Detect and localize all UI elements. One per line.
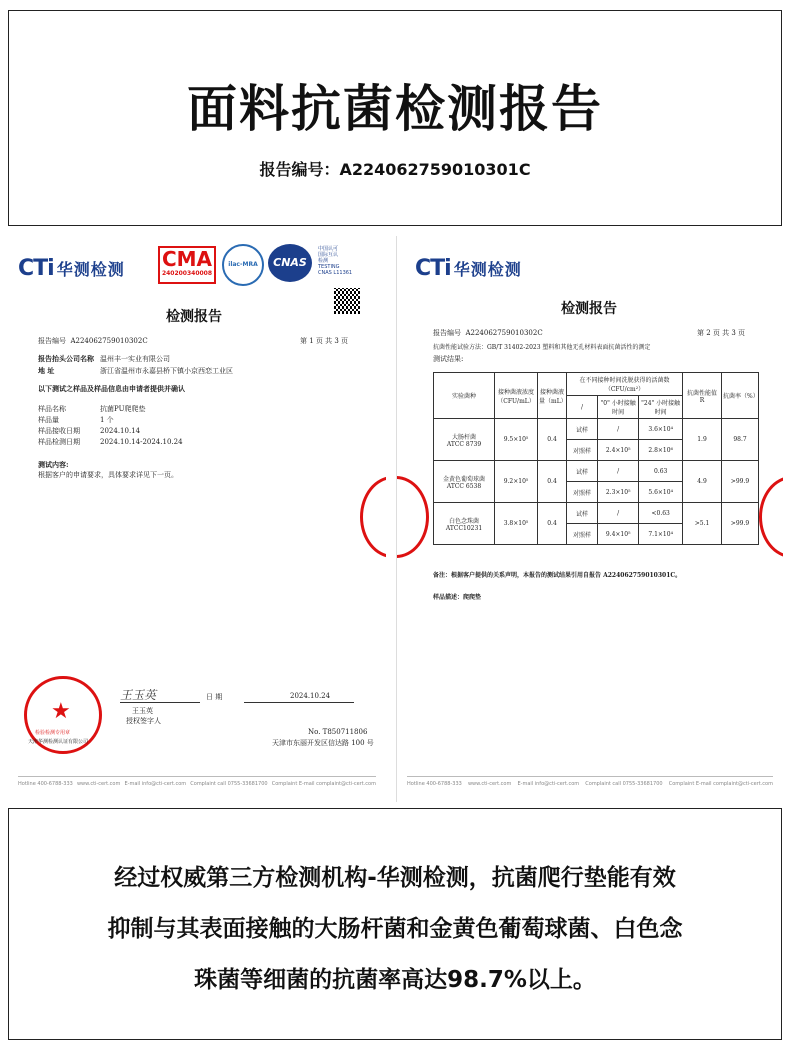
header-cell: 抗菌率（%） bbox=[722, 373, 759, 419]
sample-value: 2024.10.14-2024.10.24 bbox=[100, 438, 183, 446]
doc-footer bbox=[407, 776, 773, 787]
date-label: 日 期 bbox=[206, 693, 223, 701]
table-cell: >5.1 bbox=[683, 503, 722, 545]
sample-row bbox=[38, 404, 146, 414]
table-cell: 5.6×10⁴ bbox=[639, 482, 683, 503]
doc-footer bbox=[18, 776, 376, 787]
page-title: 面料抗菌检测报告 bbox=[187, 80, 603, 138]
sample-value: 2024.10.14 bbox=[100, 427, 141, 435]
table-cell: 试样 bbox=[567, 461, 598, 482]
header-cell: / bbox=[567, 396, 598, 419]
cert-number: No. T850711806 bbox=[308, 728, 368, 736]
strain-code: ATCC10231 bbox=[445, 524, 483, 532]
sample-row bbox=[38, 426, 140, 436]
summary-line: 珠菌等细菌的抗菌率高达98.7%以上。 bbox=[194, 967, 596, 993]
cma-number: 240200340008 bbox=[161, 270, 213, 277]
remark: 备注：根据客户提供的关系声明，本报告的测试结果引用自报告 A224062759010301C。 bbox=[433, 572, 682, 579]
date-line bbox=[244, 702, 354, 703]
company-address: 天津市东丽开发区信达路 100 号 bbox=[272, 739, 374, 747]
strain-cell bbox=[434, 461, 495, 503]
table-cell: 对照样 bbox=[567, 524, 598, 545]
table-row bbox=[434, 461, 759, 482]
table-cell: 9.4×10⁵ bbox=[598, 524, 639, 545]
report-no-value: A224062759010302C bbox=[70, 337, 148, 345]
header-cell: "24" 小时接触时间 bbox=[639, 396, 683, 419]
seam-stamp bbox=[360, 476, 386, 558]
table-cell: 试样 bbox=[567, 419, 598, 440]
table-cell: 4.9 bbox=[683, 461, 722, 503]
report-no-label: 报告编号 bbox=[38, 337, 66, 345]
signer-title: 授权签字人 bbox=[126, 717, 161, 725]
cnas-line: CNAS L11361 bbox=[318, 270, 353, 276]
table-cell: 试样 bbox=[567, 503, 598, 524]
cnas-line: 中国认可 bbox=[318, 246, 339, 252]
footer-website: www.cti-cert.com bbox=[467, 781, 512, 787]
doc-title: 检测报告 bbox=[166, 309, 222, 325]
table-cell: 0.4 bbox=[538, 503, 567, 545]
strain-name: 白色念珠菌 bbox=[448, 517, 479, 525]
table-cell: 2.4×10⁵ bbox=[598, 440, 639, 461]
content-text: 根据客户的申请要求，具体要求详见下一页。 bbox=[38, 471, 178, 479]
table-cell: / bbox=[598, 461, 639, 482]
table-header-row bbox=[434, 373, 759, 396]
seam-stamp-left bbox=[396, 476, 429, 558]
sample-value: 1 个 bbox=[100, 416, 114, 424]
client-value: 温州丰一实业有限公司 bbox=[100, 355, 170, 363]
header-section bbox=[8, 10, 782, 226]
footer-hotline: Hotline 400-6788-333 bbox=[18, 781, 73, 787]
header-cell: 接种菌液量（mL） bbox=[538, 373, 567, 419]
strain-cell bbox=[434, 503, 495, 545]
sample-description: 样品描述：爬爬垫 bbox=[433, 594, 482, 601]
cnas-line: 国际互认 bbox=[318, 252, 339, 258]
summary-text bbox=[49, 853, 741, 1006]
summary-line: 抑制与其表面接触的大肠杆菌和金黄色葡萄球菌、白色念 bbox=[107, 916, 683, 942]
footer-hotline: Hotline 400-6788-333 bbox=[407, 781, 462, 787]
sample-key: 样品接收日期 bbox=[38, 427, 80, 435]
signer-name: 王玉英 bbox=[132, 707, 153, 715]
table-row bbox=[434, 503, 759, 524]
table-row bbox=[434, 419, 759, 440]
report-page-2 bbox=[396, 236, 783, 802]
strain-cell bbox=[434, 419, 495, 461]
test-method: 抗菌性能试验方法：GB/T 31402-2023 塑料和其他无孔材料表面抗菌活性的测定 bbox=[433, 344, 651, 351]
report-no-line bbox=[433, 328, 543, 338]
sample-row bbox=[38, 415, 114, 425]
sample-key: 样品检测日期 bbox=[38, 438, 80, 446]
table-cell: 98.7 bbox=[722, 419, 759, 461]
signature: 王玉英 bbox=[120, 688, 157, 702]
table-cell: 9.2×10⁵ bbox=[495, 461, 538, 503]
strain-code: ATCC 6538 bbox=[446, 482, 482, 490]
address-value: 浙江省温州市永嘉县桥下镇小京西恋工业区 bbox=[100, 367, 233, 375]
report-no-value: A224062759010302C bbox=[465, 329, 543, 337]
report-no-line bbox=[38, 336, 148, 346]
footer-complaint-email: Complaint E-mail complaint@cti-cert.com bbox=[271, 781, 376, 787]
sample-key: 样品量 bbox=[38, 416, 59, 424]
client-row bbox=[38, 354, 170, 364]
table-cell: 2.8×10⁶ bbox=[639, 440, 683, 461]
client-label: 报告抬头公司名称 bbox=[38, 354, 94, 363]
header-cell: 实验菌种 bbox=[434, 373, 495, 419]
cnas-logo: CNAS bbox=[268, 244, 312, 282]
footer-email: E-mail info@cti-cert.com bbox=[124, 781, 187, 787]
sample-note: 以下测试之样品及样品信息由申请者提供并确认 bbox=[38, 384, 185, 393]
brand-name: 华测检测 bbox=[56, 260, 125, 279]
seam-stamp-right bbox=[759, 476, 783, 558]
page-indicator: 第 1 页 共 3 页 bbox=[300, 337, 349, 345]
footer-website: www.cti-cert.com bbox=[76, 781, 121, 787]
summary-section bbox=[8, 808, 782, 1040]
table-cell: 3.8×10⁵ bbox=[495, 503, 538, 545]
sample-key: 样品名称 bbox=[38, 405, 66, 413]
header-cell: "0" 小时接触时间 bbox=[598, 396, 639, 419]
table-cell: 0.4 bbox=[538, 419, 567, 461]
table-cell: / bbox=[598, 419, 639, 440]
table-cell: >99.9 bbox=[722, 503, 759, 545]
footer-complaint-email: Complaint E-mail complaint@cti-cert.com bbox=[668, 781, 773, 787]
result-table bbox=[433, 372, 759, 545]
header-cell: 在不同接种时间洗脱获得的活菌数（CFU/cm²） bbox=[567, 373, 683, 396]
doc-title: 检测报告 bbox=[561, 301, 617, 317]
cnas-line: TESTING bbox=[318, 264, 340, 270]
strain-name: 金黄色葡萄球菌 bbox=[442, 475, 485, 483]
brand-mark: CTi bbox=[415, 256, 451, 281]
address-label: 地 址 bbox=[38, 366, 55, 375]
header-cell: 接种菌液浓度（CFU/mL） bbox=[495, 373, 538, 419]
report-page-1 bbox=[8, 236, 386, 802]
sample-row bbox=[38, 437, 183, 447]
strain-name: 大肠杆菌 bbox=[451, 433, 476, 441]
cnas-line: 检测 bbox=[318, 258, 329, 264]
qr-code bbox=[334, 288, 360, 314]
table-cell: >99.9 bbox=[722, 461, 759, 503]
table-cell: 1.9 bbox=[683, 419, 722, 461]
table-cell: 3.6×10⁴ bbox=[639, 419, 683, 440]
sample-value: 抗菌PU爬爬垫 bbox=[100, 405, 146, 413]
stamp-company: 天津华测检测认证有限公司 bbox=[28, 739, 89, 745]
report-no-label: 报告编号 bbox=[433, 329, 461, 337]
summary-line: 经过权威第三方检测机构-华测检测，抗菌爬行垫能有效 bbox=[114, 865, 676, 891]
signature-line bbox=[120, 702, 200, 703]
date-value: 2024.10.24 bbox=[290, 692, 331, 700]
brand-name: 华测检测 bbox=[453, 260, 522, 279]
footer-email: E-mail info@cti-cert.com bbox=[517, 781, 580, 787]
cma-logo bbox=[158, 246, 216, 284]
footer-complaint-call: Complaint call 0755-33681700 bbox=[190, 781, 268, 787]
table-cell: <0.63 bbox=[639, 503, 683, 524]
report-number: 报告编号：A224062759010301C bbox=[259, 160, 531, 179]
cma-label: CMA bbox=[161, 247, 213, 271]
table-cell: 7.1×10⁴ bbox=[639, 524, 683, 545]
table-cell: 对照样 bbox=[567, 482, 598, 503]
page-indicator: 第 2 页 共 3 页 bbox=[697, 329, 746, 337]
strain-code: ATCC 8739 bbox=[446, 440, 482, 448]
table-cell: 0.63 bbox=[639, 461, 683, 482]
stamp-text: 检验检测专用章 bbox=[35, 730, 71, 736]
cti-logo bbox=[415, 256, 522, 281]
cti-logo bbox=[18, 256, 125, 281]
address-row bbox=[38, 366, 233, 376]
brand-mark: CTi bbox=[18, 256, 54, 281]
result-label: 测试结果: bbox=[433, 355, 464, 363]
table-cell: 0.4 bbox=[538, 461, 567, 503]
cnas-text bbox=[318, 246, 352, 276]
table-cell: 对照样 bbox=[567, 440, 598, 461]
table-cell: / bbox=[598, 503, 639, 524]
header-cell: 抗菌性能值 R bbox=[683, 373, 722, 419]
table-cell: 9.5×10⁵ bbox=[495, 419, 538, 461]
ilac-logo: ilac-MRA bbox=[222, 244, 264, 286]
star-icon: ★ bbox=[51, 699, 71, 724]
footer-complaint-call: Complaint call 0755-33681700 bbox=[585, 781, 663, 787]
table-cell: 2.3×10⁵ bbox=[598, 482, 639, 503]
content-label: 测试内容: bbox=[38, 460, 69, 469]
